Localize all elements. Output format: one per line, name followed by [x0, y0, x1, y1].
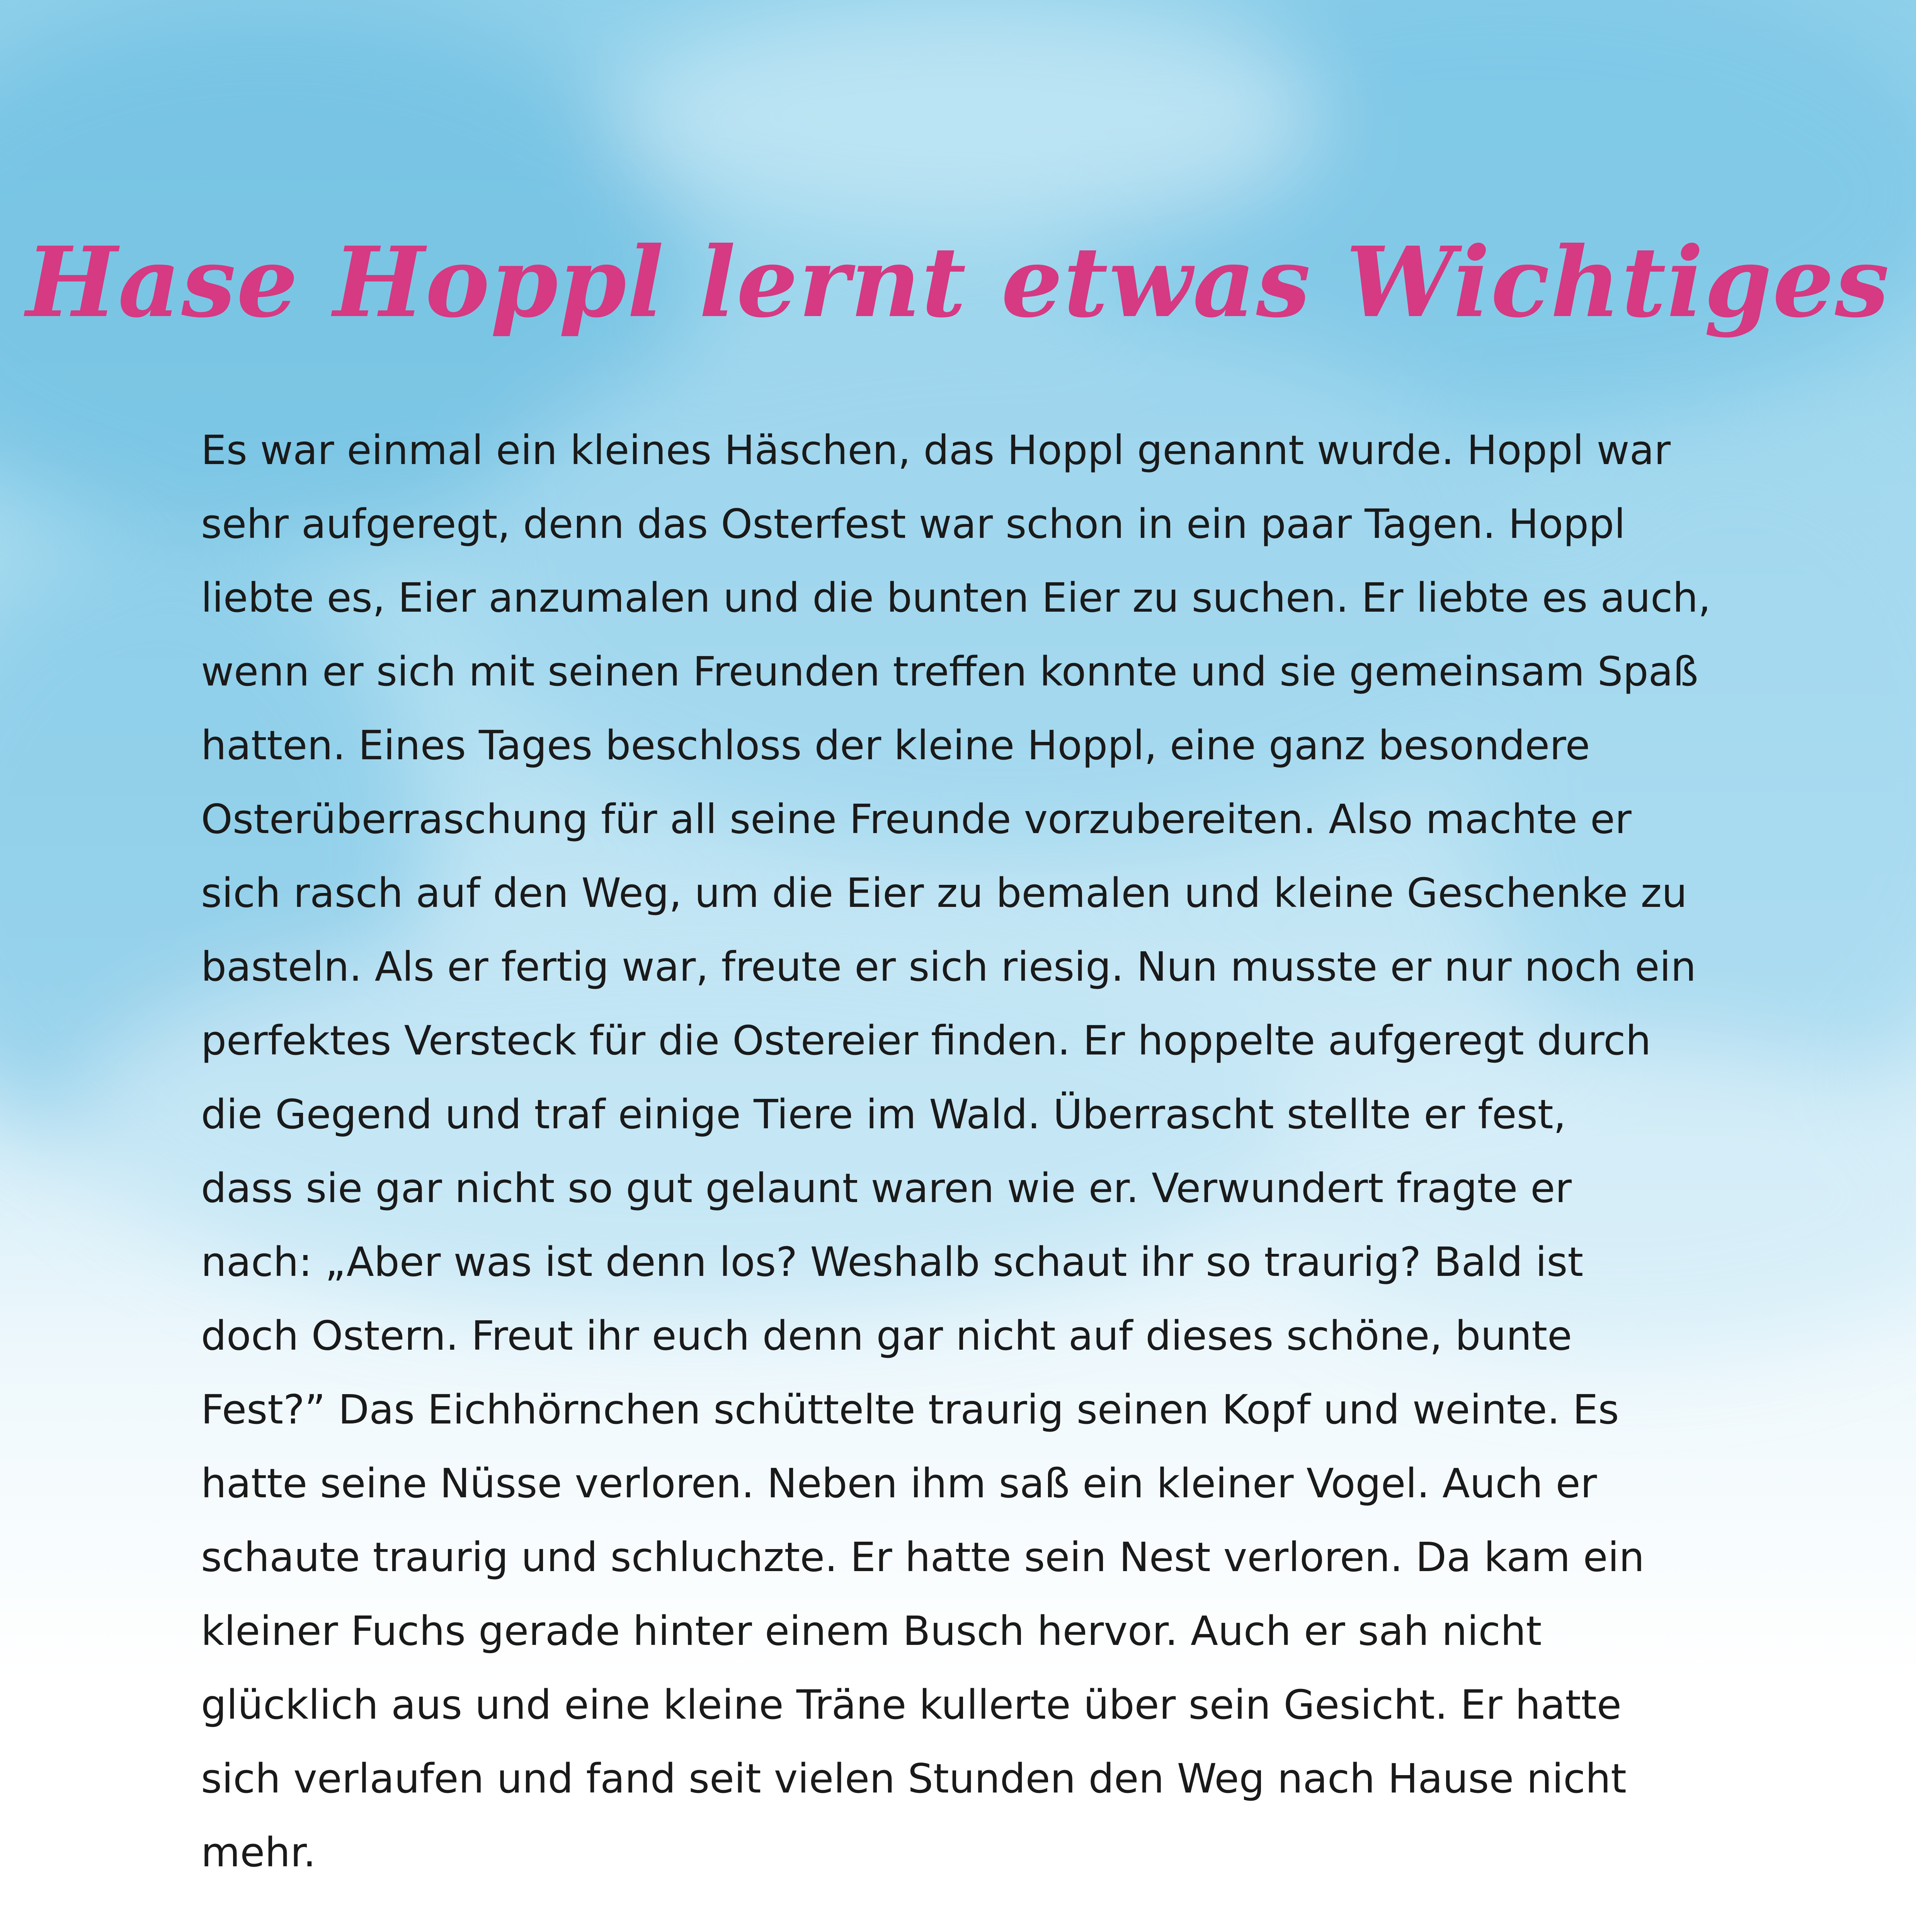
- story-title: Hase Hoppl lernt etwas Wichtiges: [26, 225, 1890, 339]
- story-line: Osterüberraschung für all seine Freunde vorzubereiten. Also machte er: [201, 796, 1632, 843]
- story-line: sich verlaufen und fand seit vielen Stunden den Weg nach Hause nicht: [201, 1755, 1627, 1802]
- story-line: doch Ostern. Freut ihr euch denn gar nicht auf dieses schöne, bunte: [201, 1312, 1572, 1359]
- story-line: basteln. Als er fertig war, freute er sich riesig. Nun musste er nur noch ein: [201, 943, 1696, 990]
- story-line: hatte seine Nüsse verloren. Neben ihm saß ein kleiner Vogel. Auch er: [201, 1460, 1597, 1507]
- story-line: kleiner Fuchs gerade hinter einem Busch hervor. Auch er sah nicht: [201, 1607, 1542, 1655]
- story-line: dass sie gar nicht so gut gelaunt waren wie er. Verwundert fragte er: [201, 1165, 1572, 1212]
- story-line: sich rasch auf den Weg, um die Eier zu bemalen und kleine Geschenke zu: [201, 869, 1687, 917]
- story-line: nach: „Aber was ist denn los? Weshalb schaut ihr so traurig? Bald ist: [201, 1238, 1584, 1286]
- story-line: sehr aufgeregt, denn das Osterfest war schon in ein paar Tagen. Hoppl: [201, 500, 1625, 548]
- story-line: Es war einmal ein kleines Häschen, das Hoppl genannt wurde. Hoppl war: [201, 427, 1671, 474]
- story-line: mehr.: [201, 1829, 316, 1876]
- story-line: hatten. Eines Tages beschloss der kleine Hoppl, eine ganz besondere: [201, 722, 1590, 769]
- story-line: Fest?” Das Eichhörnchen schüttelte traurig seinen Kopf und weinte. Es: [201, 1386, 1619, 1433]
- story-line: wenn er sich mit seinen Freunden treffen konnte und sie gemeinsam Spaß: [201, 648, 1698, 695]
- story-line: liebte es, Eier anzumalen und die bunten Eier zu suchen. Er liebte es auch,: [201, 574, 1711, 621]
- story-text: [201, 413, 1747, 1889]
- story-line: die Gegend und traf einige Tiere im Wald. Überrascht stellte er fest,: [201, 1091, 1566, 1138]
- story-line: perfektes Versteck für die Ostereier finden. Er hoppelte aufgeregt durch: [201, 1017, 1651, 1064]
- story-line: schaute traurig und schluchzte. Er hatte sein Nest verloren. Da kam ein: [201, 1534, 1645, 1581]
- story-line: glücklich aus und eine kleine Träne kullerte über sein Gesicht. Er hatte: [201, 1681, 1622, 1728]
